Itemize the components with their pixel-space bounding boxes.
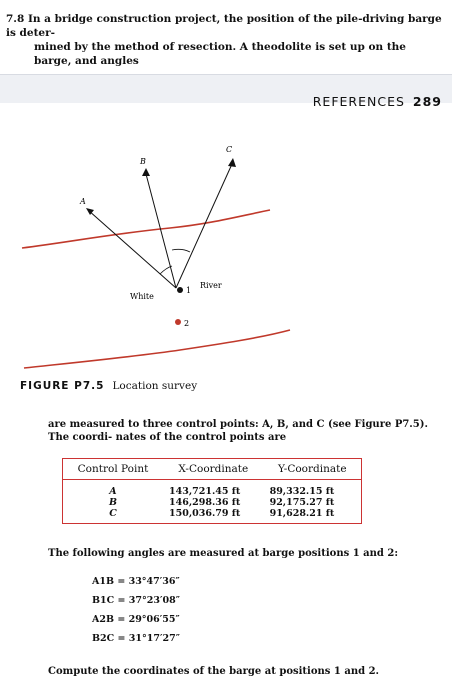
page-number: 289	[412, 94, 442, 109]
problem-line-1: In a bridge construction project, the position of the pile-driving barge is deter-	[6, 13, 442, 39]
label-river: River	[200, 281, 222, 290]
problem-number: 7.8	[6, 13, 25, 25]
header-control-point: Control Point	[63, 459, 163, 480]
label-white: White	[130, 292, 154, 301]
label-a: A	[80, 197, 86, 206]
compute-instruction: Compute the coordinates of the barge at positions 1 and 2.	[48, 666, 380, 677]
arrow-b	[142, 168, 150, 176]
header-y-coordinate: Y-Coordinate	[264, 459, 362, 480]
river-bank-lower	[24, 330, 290, 368]
sight-line-a	[88, 210, 176, 288]
angle-item: A2B = 29°06′55″	[92, 614, 180, 625]
cell-point: B	[108, 497, 117, 508]
cell-y: 89,332.15 ft	[269, 486, 335, 497]
table-header-row	[63, 459, 362, 480]
cell-y: 91,628.21 ft	[264, 508, 362, 524]
label-b: B	[140, 157, 146, 166]
angle-item: A1B = 33°47′36″	[92, 576, 180, 587]
angle-item: B1C = 37°23′08″	[92, 595, 180, 606]
label-c: C	[226, 145, 233, 154]
label-point-1: 1	[186, 286, 192, 295]
angle-item: B2C = 31°17′27″	[92, 633, 180, 644]
control-points-table	[62, 458, 362, 524]
angle-list	[92, 572, 180, 648]
figure-caption-text: Location survey	[112, 380, 198, 392]
cell-point: C	[63, 508, 163, 524]
running-header	[313, 94, 442, 109]
problem-statement	[6, 12, 446, 68]
cell-x: 143,721.45 ft	[168, 486, 241, 497]
figure-caption	[20, 380, 197, 392]
barge-position-1	[177, 287, 183, 293]
figure-caption-label: FIGURE P7.5	[20, 380, 105, 392]
location-survey-figure	[0, 130, 452, 370]
cell-y: 92,175.27 ft	[269, 497, 335, 508]
table-row	[63, 508, 362, 524]
table-row	[63, 480, 362, 498]
body-paragraph: are measured to three control points: A, B, and C (see Figure P7.5). The coordi- nates of the control points are	[48, 419, 428, 443]
cell-point: A	[109, 486, 117, 497]
section-title: REFERENCES	[312, 94, 405, 109]
cell-x: 150,036.79 ft	[163, 508, 264, 524]
barge-position-2	[175, 319, 181, 325]
angle-arc-2	[172, 249, 190, 252]
river-bank-upper	[22, 210, 270, 248]
table-row	[63, 497, 362, 508]
label-point-2: 2	[184, 319, 190, 328]
cell-x: 146,298.36 ft	[168, 497, 241, 508]
sight-line-b	[146, 174, 176, 288]
angles-intro: The following angles are measured at barge positions 1 and 2:	[48, 548, 399, 559]
header-x-coordinate: X-Coordinate	[163, 459, 264, 480]
arrow-c	[228, 158, 236, 167]
problem-line-2: mined by the method of resection. A theodolite is set up on the barge, and angles	[34, 41, 406, 67]
